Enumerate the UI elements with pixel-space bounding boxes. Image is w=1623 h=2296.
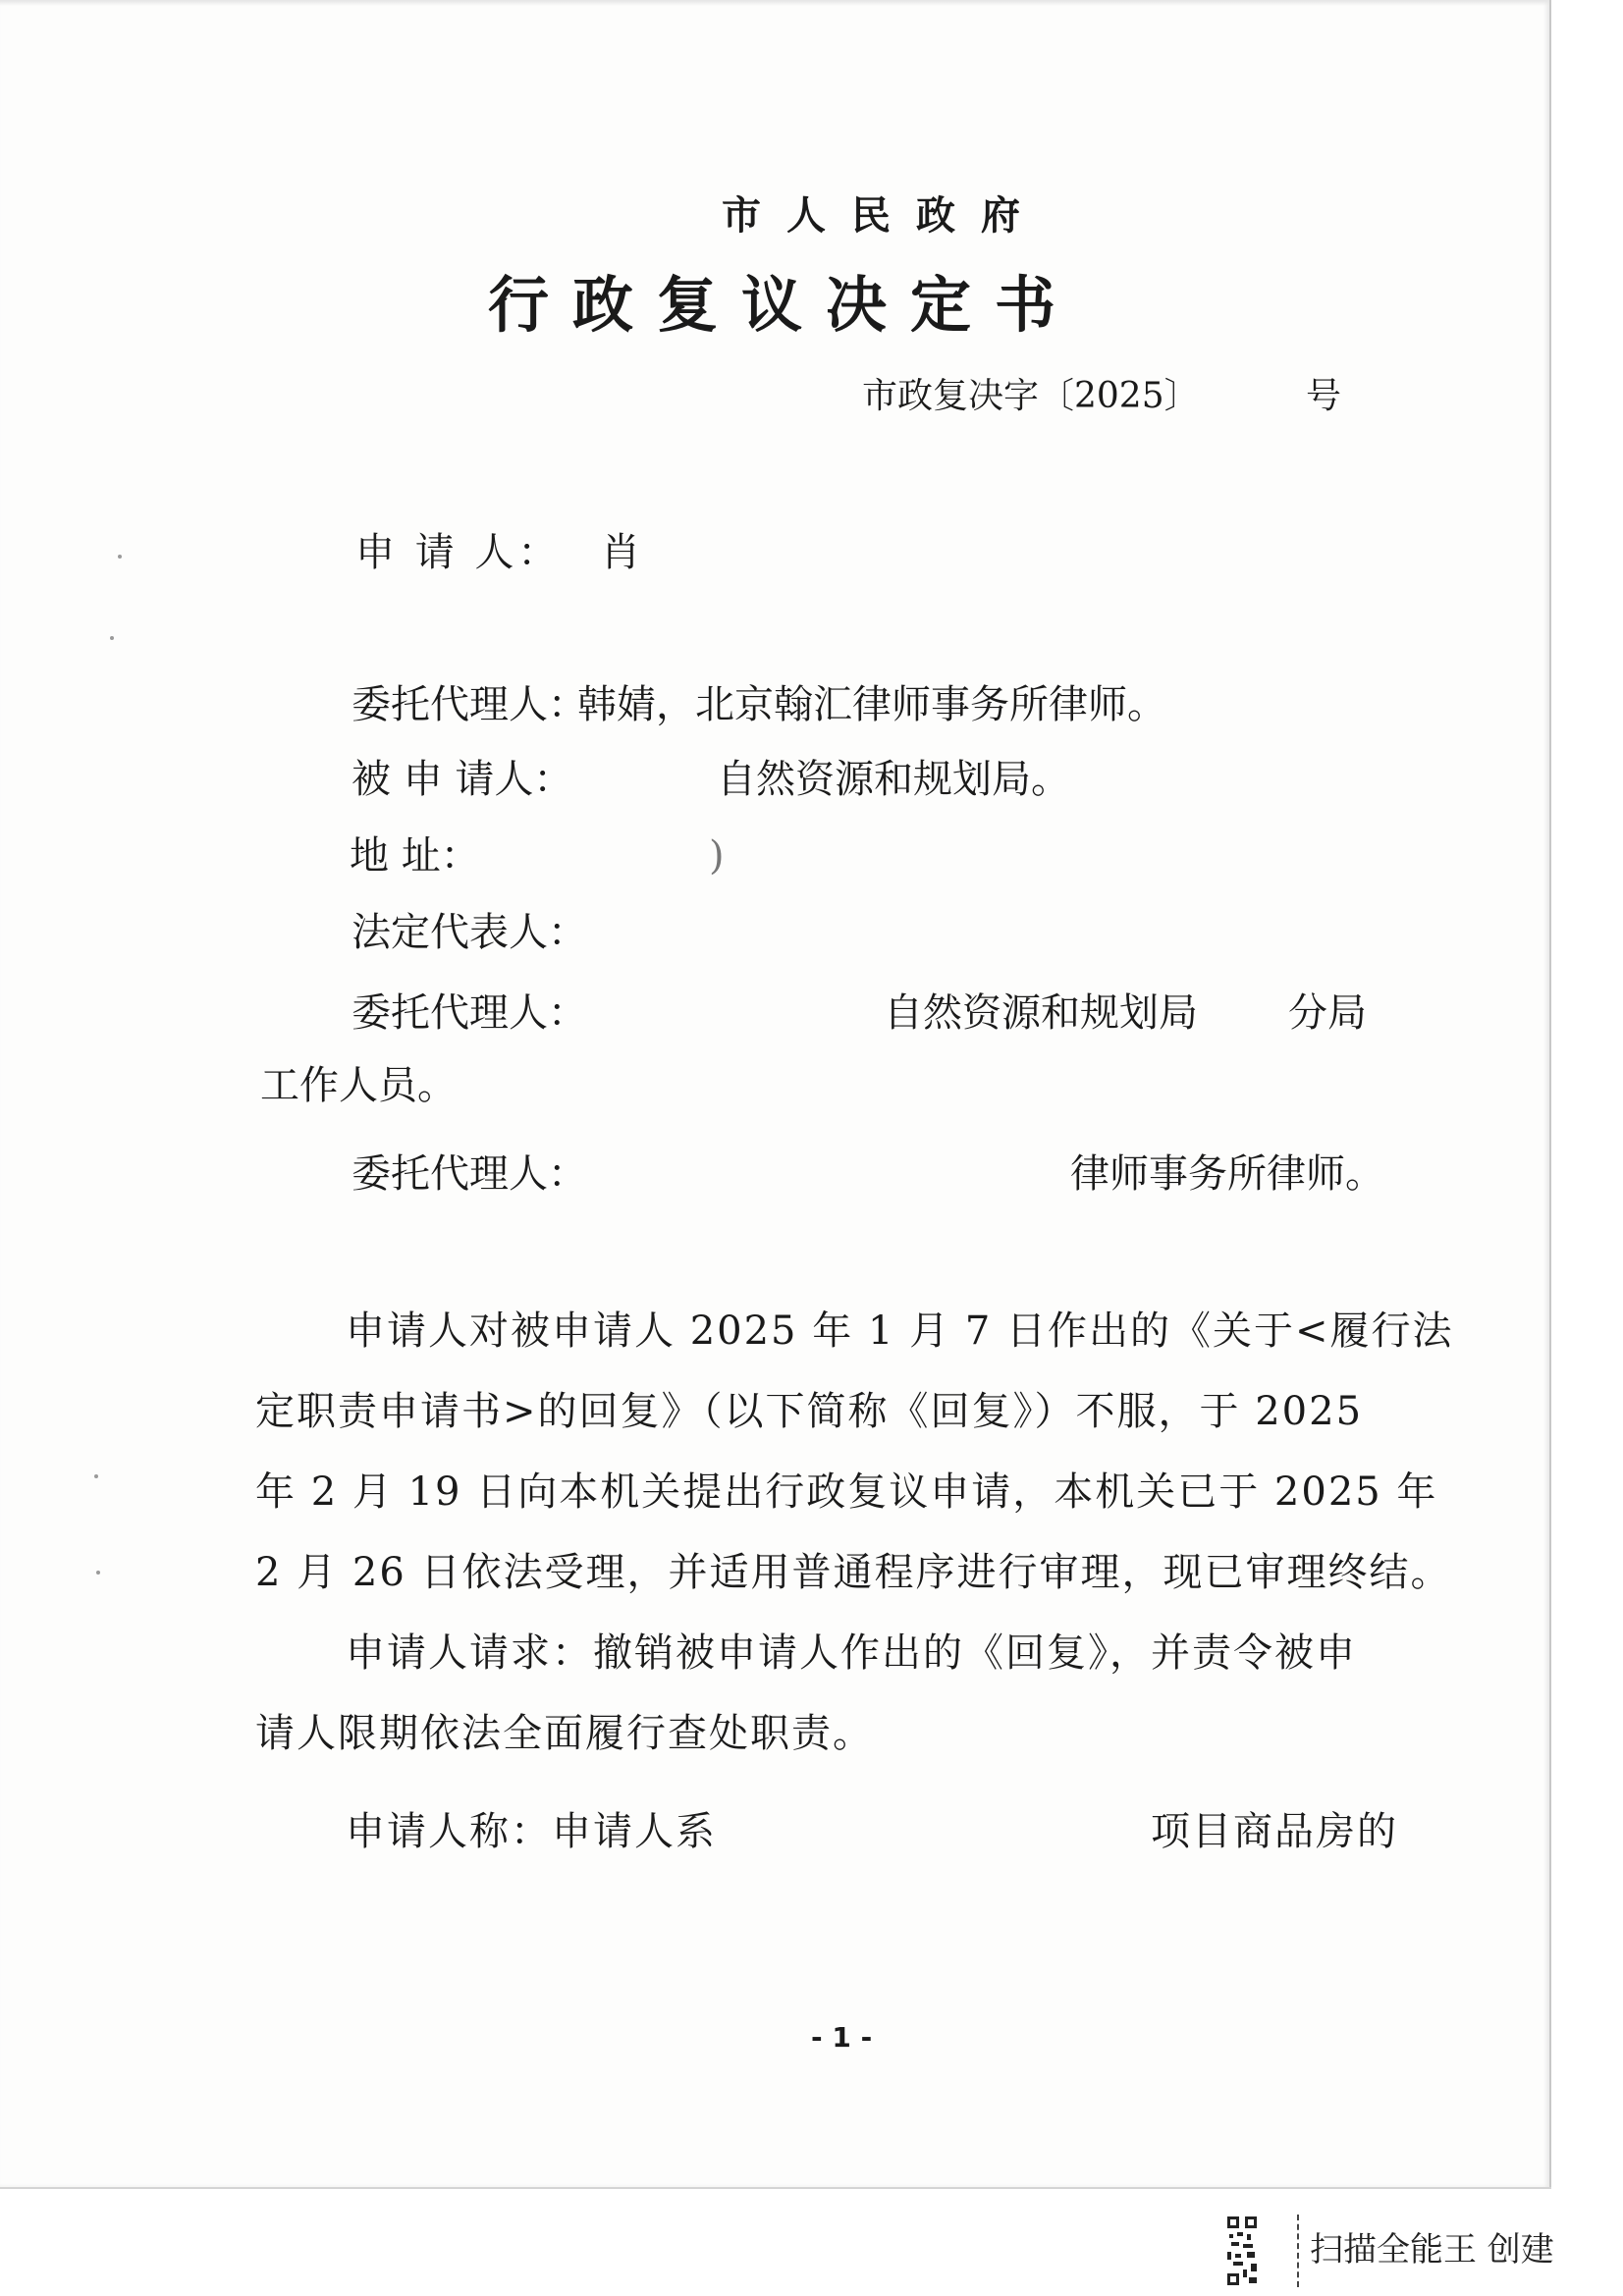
scan-top-shadow xyxy=(0,0,1549,6)
agent2-value-b: 分局 xyxy=(1288,990,1367,1036)
body-paragraph-1-line-1: 申请人对被申请人 2025 年 1 月 7 日作出的《关于<履行法 xyxy=(346,1308,1454,1354)
scanner-watermark-text: 扫描全能王 创建 xyxy=(1310,2230,1554,2269)
agent3-label: 委托代理人： xyxy=(352,1151,587,1197)
scan-speck xyxy=(94,1474,98,1478)
respondent-label: 被 申 请人： xyxy=(352,757,573,802)
body-paragraph-1-line-2: 定职责申请书>的回复》（以下简称《回复》）不服，于 2025 xyxy=(255,1389,1364,1434)
agent2-value-line2: 工作人员。 xyxy=(260,1063,457,1108)
issuer-name: 市人民政府 xyxy=(722,193,1046,239)
agent1-label: 委托代理人： xyxy=(352,682,587,727)
agent3-value: 律师事务所律师。 xyxy=(1070,1151,1384,1197)
applicant-label: 申 请 人： xyxy=(355,530,562,575)
address-label: 地 址： xyxy=(350,833,480,879)
scan-speck xyxy=(118,555,122,559)
applicant-name: 肖 xyxy=(601,530,640,575)
body-paragraph-3-start: 申请人称：申请人系 xyxy=(346,1809,717,1854)
body-paragraph-2-line-2: 请人限期依法全面履行查处职责。 xyxy=(255,1711,874,1756)
paper-bottom-edge xyxy=(0,2187,1551,2189)
paper-right-edge xyxy=(1549,0,1551,2187)
address-value: ) xyxy=(709,833,725,879)
page-number: - 1 - xyxy=(811,2021,873,2054)
document-title: 行政复议决定书 xyxy=(488,269,1080,341)
legal-rep-label: 法定代表人： xyxy=(352,910,587,955)
agent2-value-a: 自然资源和规划局 xyxy=(884,990,1198,1036)
scan-speck xyxy=(110,636,114,640)
document-number-prefix: 市政复决字〔2025〕 xyxy=(862,376,1200,416)
respondent-value: 自然资源和规划局。 xyxy=(717,757,1070,802)
agent1-value: 韩婧，北京翰汇律师事务所律师。 xyxy=(577,682,1166,727)
body-paragraph-2-line-1: 申请人请求：撤销被申请人作出的《回复》，并责令被申 xyxy=(346,1630,1357,1676)
body-paragraph-1-line-4: 2 月 26 日依法受理，并适用普通程序进行审理，现已审理终结。 xyxy=(255,1550,1452,1595)
body-paragraph-3-end: 项目商品房的 xyxy=(1151,1809,1398,1854)
body-paragraph-1-line-3: 年 2 月 19 日向本机关提出行政复议申请，本机关已于 2025 年 xyxy=(255,1469,1438,1515)
qr-code-icon xyxy=(1225,2215,1259,2287)
watermark-divider xyxy=(1297,2215,1299,2287)
agent2-label: 委托代理人： xyxy=(352,990,587,1036)
scan-speck xyxy=(96,1571,100,1575)
document-number-suffix: 号 xyxy=(1306,376,1342,416)
